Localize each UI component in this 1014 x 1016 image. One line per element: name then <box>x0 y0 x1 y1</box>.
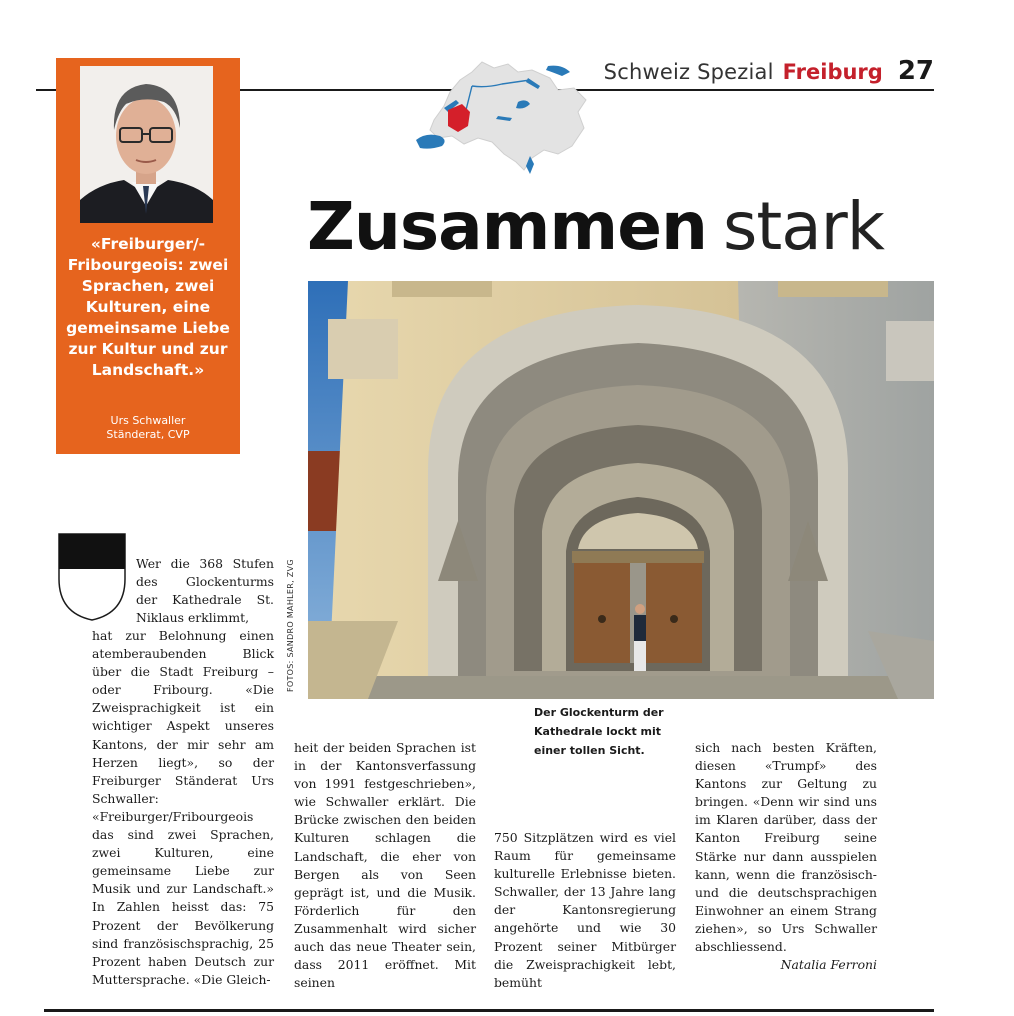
author-signature: Natalia Ferroni <box>780 957 877 973</box>
article-column-2: heit der beiden Sprachen ist in der Kantonsverfassung von 1991 festgeschrieben», wie Schwaller erklärt. Die Brücke zwischen den beiden Kulturen schlagen die Landschaft, die eher von Bergen als von Seen geprägt ist, und die Musik. Förderlich für den Zusammenhalt wird sicher auch das neue Theater sein, dass 2011 eröffnet. Mit seinen <box>294 740 476 991</box>
article-column-1: hat zur Belohnung einen atemberaubenden Blick über die Stadt Freiburg – oder Fribourg. «Die Zweisprachigkeit ist ein wichtiger Aspekt unseres Kantons, der mir sehr am Herzen liegt», so der Freiburger Ständerat Urs Schwaller: «Freiburger/Fribourgeois das sind zwei Sprachen, zwei Kulturen, eine gemeinsame Liebe zur Musik und zur Landschaft.» In Zahlen heisst das: 75 Prozent der Bevölkerung sind französischsprachig, 25 Prozent haben Deutsch zur Muttersprache. «Die Gleich- <box>92 628 274 987</box>
headline-light: stark <box>722 188 885 265</box>
article-column-1-intro: Wer die 368 Stufen des Glockenturms der Kathedrale St. Niklaus erklimmt, <box>136 556 274 626</box>
footer-rule <box>44 1009 934 1012</box>
article-column-4-text: sich nach besten Kräften, diesen «Trumpf» des Kantons zur Geltung zu bringen. «Denn wir sind uns im Klaren darüber, dass der Kanton Freiburg seine Stärke nur dann ausspielen kann, wenn die französisch- und die deutschsprachigen Einwohner an einem Strang ziehen», so Urs Schwaller abschliessend. <box>695 740 877 955</box>
headline-bold: Zusammen <box>307 188 707 265</box>
page-header <box>604 56 934 86</box>
region-label: Freiburg <box>782 60 883 84</box>
switzerland-map-icon <box>412 58 590 176</box>
portrait-photo <box>80 66 213 223</box>
quote-box <box>56 58 240 454</box>
headline <box>307 187 884 267</box>
lake-geneva <box>416 135 445 149</box>
freiburg-coat-of-arms-icon <box>58 533 126 621</box>
quote-author-role: Ständerat, CVP <box>106 428 190 441</box>
quote-author-name: Urs Schwaller <box>110 414 186 427</box>
photo-caption: Der Glockenturm der Kathedrale lockt mit einer tollen Sicht. <box>534 706 664 757</box>
page-number: 27 <box>897 56 934 86</box>
lake-constance <box>546 66 570 76</box>
cathedral-portal-photo <box>308 281 934 699</box>
article-column-3: 750 Sitzplätzen wird es viel Raum für gemeinsame kulturelle Erlebnisse bieten. Schwaller, der 13 Jahre lang der Kantonsregierung angehörte und wie 30 Prozent seiner Mitbürger die Zweisprachigkeit lebt, bemüht <box>494 830 676 990</box>
pull-quote: «Freiburger/-Fribourgeois: zwei Sprachen, zwei Kulturen, eine gemeinsame Liebe zur Kultur und zur Landschaft.» <box>66 235 230 379</box>
section-label: Schweiz Spezial <box>603 60 774 84</box>
article-column-4 <box>695 739 877 974</box>
quote-author <box>62 414 234 442</box>
photo-credit: FOTOS: SANDRO MAHLER, ZVG <box>286 559 295 692</box>
